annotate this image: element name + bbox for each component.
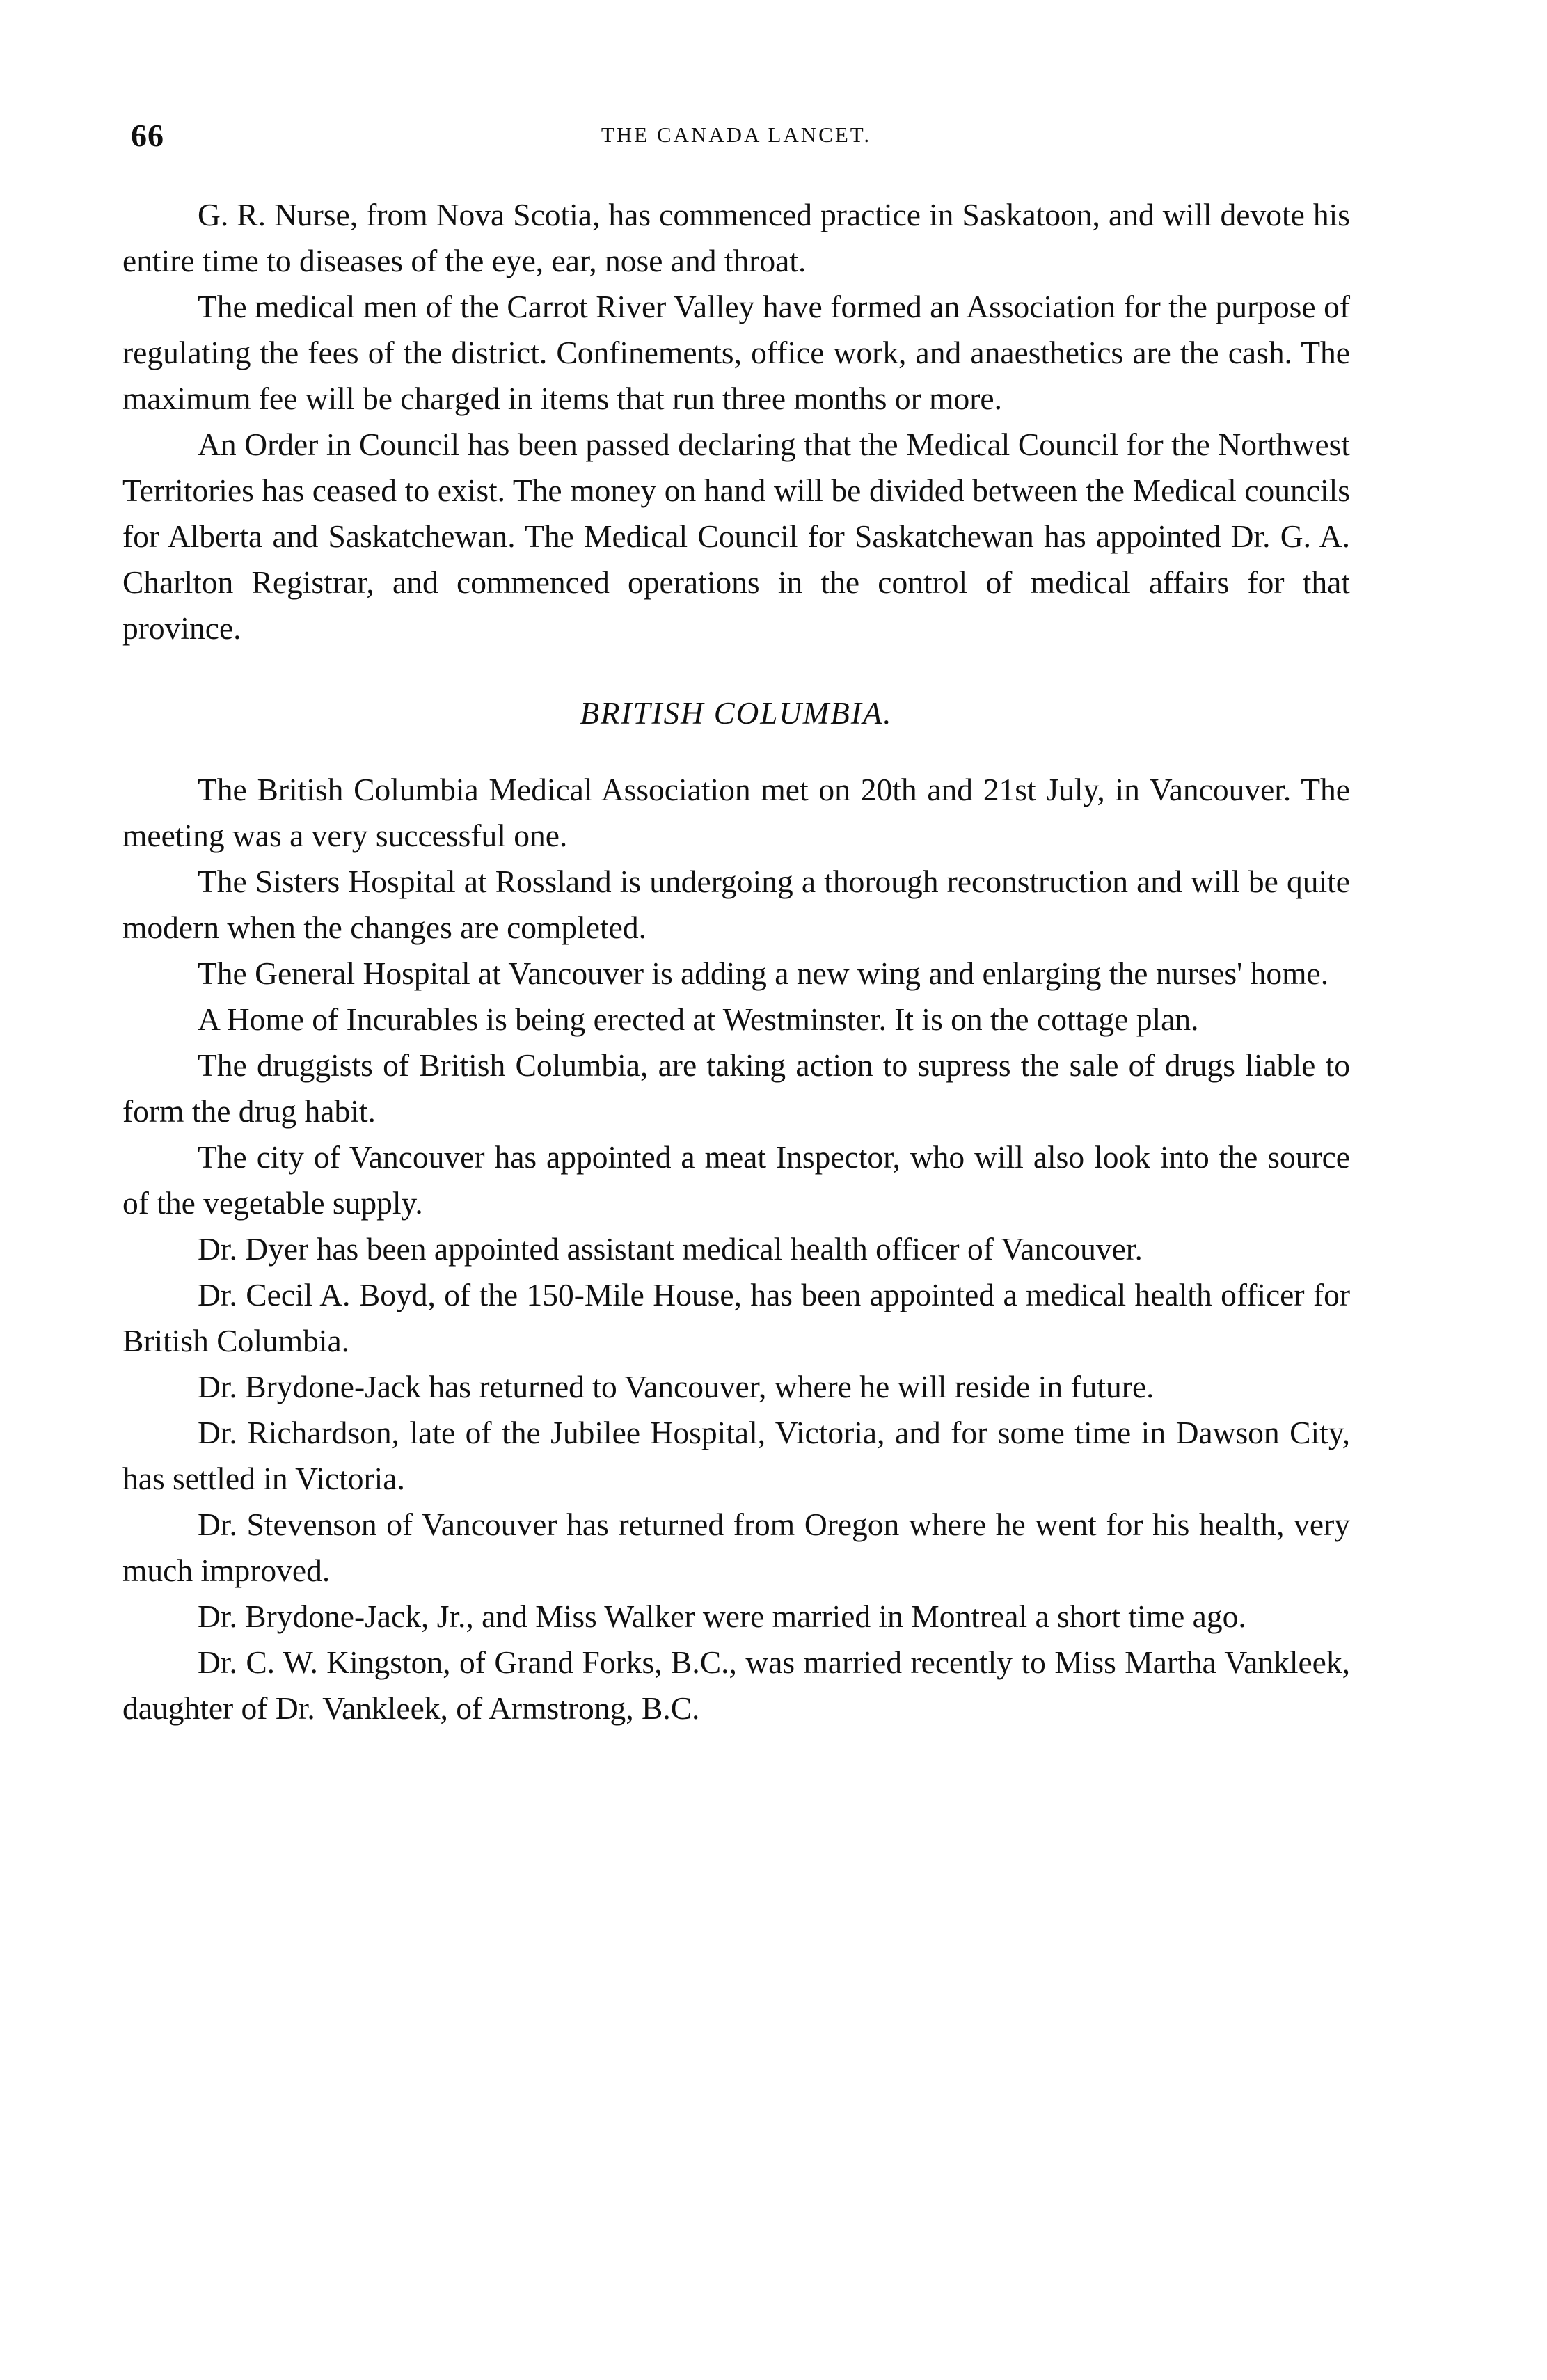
british-columbia-news: [122, 767, 1350, 1731]
paragraph-sisters-hospital: The Sisters Hospital at Rossland is undergoing a thorough reconstruction and will be quite modern when the changes are completed.: [122, 864, 1350, 945]
paragraph-order-in-council: An Order in Council has been passed declaring that the Medical Council for the Northwest Territories has ceased to exist. The money on hand will be divided between the Medical councils for Alberta and Saskatchewan. The Medical Council for Saskatchewan has appointed Dr. G. A. Charlton Registrar, and commenced operations in the control of medical affairs for that province.: [122, 427, 1350, 646]
page-number: 66: [131, 118, 164, 153]
paragraph-druggists: The druggists of British Columbia, are taking action to supress the sale of drugs liable to form the drug habit.: [122, 1047, 1350, 1129]
paragraph-home-of-incurables: A Home of Incurables is being erected at Westminster. It is on the cottage plan.: [198, 1001, 1199, 1037]
paragraph-carrot-river-association: The medical men of the Carrot River Valley have formed an Association for the purpose of regulating the fees of the district. Confinements, office work, and anaesthetics are the cash. The maximum fee will be charged in items that run three months or more.: [122, 289, 1350, 416]
paragraph-bc-medical-association: The British Columbia Medical Association met on 20th and 21st July, in Vancouver. The meeting was a very successful one.: [122, 772, 1350, 853]
paragraph-dr-richardson: Dr. Richardson, late of the Jubilee Hospital, Victoria, and for some time in Dawson City, has settled in Victoria.: [122, 1415, 1350, 1496]
paragraph-dr-dyer: Dr. Dyer has been appointed assistant medical health officer of Vancouver.: [198, 1231, 1143, 1267]
paragraph-dr-stevenson: Dr. Stevenson of Vancouver has returned from Oregon where he went for his health, very much improved.: [122, 1507, 1350, 1588]
northwest-news: [122, 192, 1350, 651]
paragraph-brydone-jack-jr-married: Dr. Brydone-Jack, Jr., and Miss Walker were married in Montreal a short time ago.: [198, 1598, 1246, 1634]
paragraph-meat-inspector: The city of Vancouver has appointed a meat Inspector, who will also look into the source of the vegetable supply.: [122, 1139, 1350, 1221]
paragraph-dr-boyd: Dr. Cecil A. Boyd, of the 150-Mile House, has been appointed a medical health officer for British Columbia.: [122, 1277, 1350, 1358]
paragraph-dr-kingston-married: Dr. C. W. Kingston, of Grand Forks, B.C., was married recently to Miss Martha Vankleek, daughter of Dr. Vankleek, of Armstrong, B.C.: [122, 1644, 1350, 1726]
paragraph-general-hospital: The General Hospital at Vancouver is adding a new wing and enlarging the nurses' home.: [198, 955, 1329, 991]
page: [122, 117, 1350, 1731]
paragraph-nurse-saskatoon: G. R. Nurse, from Nova Scotia, has commenced practice in Saskatoon, and will devote his entire time to diseases of the eye, ear, nose and throat.: [122, 197, 1350, 278]
running-head: THE CANADA LANCET.: [601, 122, 872, 147]
section-heading-british-columbia: BRITISH COLUMBIA.: [580, 696, 893, 731]
paragraph-dr-brydone-jack: Dr. Brydone-Jack has returned to Vancouver, where he will reside in future.: [198, 1369, 1155, 1404]
page-header: [122, 117, 1350, 159]
